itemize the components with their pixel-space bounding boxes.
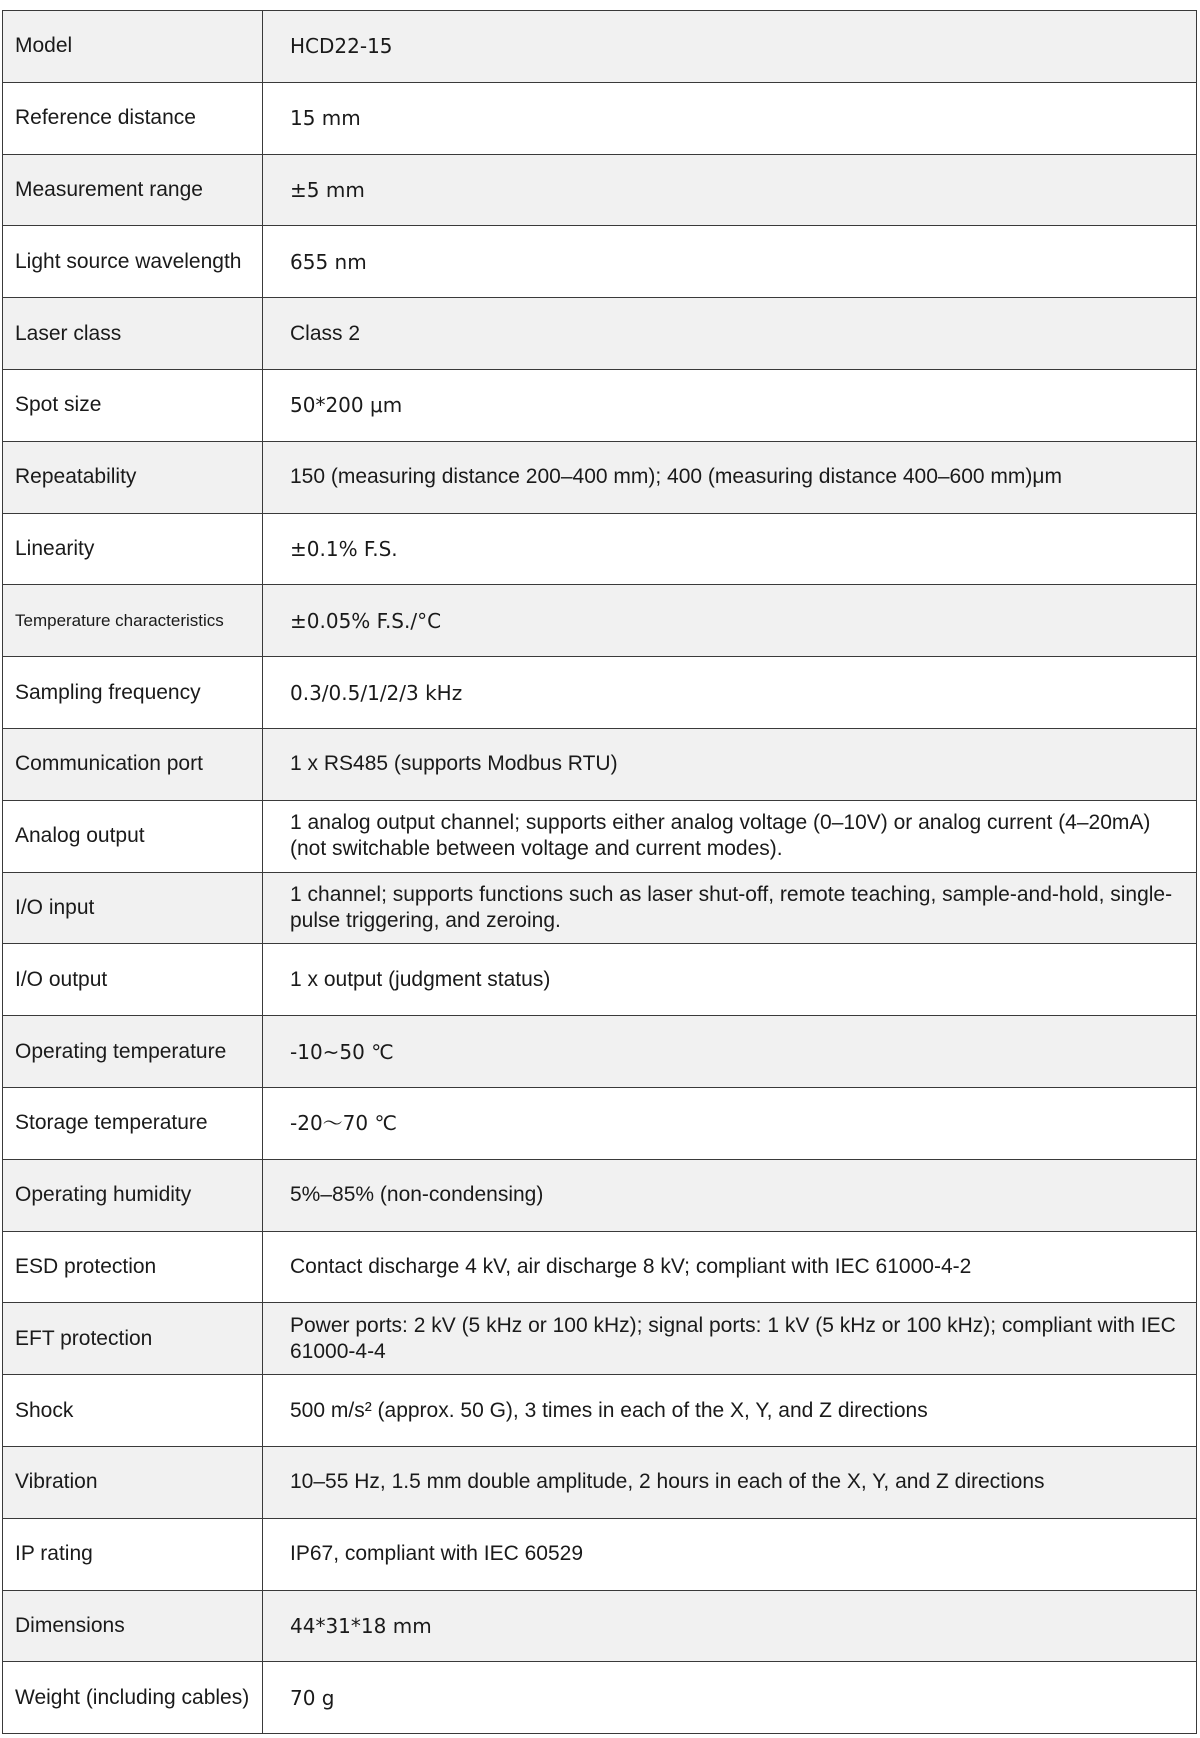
table-row [3, 226, 1197, 298]
spec-label: Spot size [3, 369, 263, 441]
spec-label: Linearity [3, 513, 263, 585]
spec-value: Class 2 [263, 298, 1197, 370]
spec-label: Weight (including cables) [3, 1662, 263, 1734]
table-row [3, 1518, 1197, 1590]
spec-value: Contact discharge 4 kV, air discharge 8 kV; compliant with IEC 61000-4-2 [263, 1231, 1197, 1303]
spec-value: 15 mm [263, 82, 1197, 154]
table-row [3, 1016, 1197, 1088]
table-row [3, 944, 1197, 1016]
spec-label: ESD protection [3, 1231, 263, 1303]
table-row [3, 728, 1197, 800]
spec-value: 1 analog output channel; supports either analog voltage (0–10V) or analog current (4–20mA) (not switchable between voltage and current modes). [263, 800, 1197, 872]
spec-value: 0.3/0.5/1/2/3 kHz [263, 657, 1197, 729]
table-row [3, 11, 1197, 83]
spec-value: 50*200 μm [263, 369, 1197, 441]
table-row [3, 1159, 1197, 1231]
table-row [3, 872, 1197, 944]
spec-value: 1 x output (judgment status) [263, 944, 1197, 1016]
spec-value: HCD22-15 [263, 11, 1197, 83]
table-row [3, 513, 1197, 585]
spec-value: IP67, compliant with IEC 60529 [263, 1518, 1197, 1590]
spec-value: Power ports: 2 kV (5 kHz or 100 kHz); signal ports: 1 kV (5 kHz or 100 kHz); compliant with IEC 61000-4-4 [263, 1303, 1197, 1375]
spec-value: 150 (measuring distance 200–400 mm); 400 (measuring distance 400–600 mm)μm [263, 441, 1197, 513]
spec-label: Light source wavelength [3, 226, 263, 298]
spec-label: Operating humidity [3, 1159, 263, 1231]
spec-value: -20～70 ℃ [263, 1087, 1197, 1159]
table-row [3, 585, 1197, 657]
table-row [3, 1375, 1197, 1447]
spec-label: Vibration [3, 1446, 263, 1518]
spec-label: Analog output [3, 800, 263, 872]
spec-value: 44*31*18 mm [263, 1590, 1197, 1662]
spec-label: Measurement range [3, 154, 263, 226]
spec-label: Storage temperature [3, 1087, 263, 1159]
spec-value: ±0.1% F.S. [263, 513, 1197, 585]
spec-value: 70 g [263, 1662, 1197, 1734]
table-row [3, 800, 1197, 872]
table-row [3, 1446, 1197, 1518]
spec-label: Communication port [3, 728, 263, 800]
spec-label: Temperature characteristics [3, 585, 263, 657]
spec-label: Dimensions [3, 1590, 263, 1662]
spec-value: ±5 mm [263, 154, 1197, 226]
spec-label: Repeatability [3, 441, 263, 513]
table-row [3, 1087, 1197, 1159]
spec-label: Laser class [3, 298, 263, 370]
table-row [3, 154, 1197, 226]
spec-label: I/O output [3, 944, 263, 1016]
spec-label: Operating temperature [3, 1016, 263, 1088]
table-row [3, 657, 1197, 729]
spec-label: EFT protection [3, 1303, 263, 1375]
table-row [3, 1590, 1197, 1662]
spec-value: ±0.05% F.S./°C [263, 585, 1197, 657]
table-row [3, 1231, 1197, 1303]
table-row [3, 441, 1197, 513]
spec-label: Sampling frequency [3, 657, 263, 729]
spec-value: 655 nm [263, 226, 1197, 298]
spec-value: 500 m/s² (approx. 50 G), 3 times in each of the X, Y, and Z directions [263, 1375, 1197, 1447]
spec-value: 1 channel; supports functions such as laser shut-off, remote teaching, sample-and-hold, single-pulse triggering, and zeroing. [263, 872, 1197, 944]
spec-value: 5%–85% (non-condensing) [263, 1159, 1197, 1231]
table-row [3, 369, 1197, 441]
spec-label: Model [3, 11, 263, 83]
table-row [3, 298, 1197, 370]
spec-label: Shock [3, 1375, 263, 1447]
spec-label: I/O input [3, 872, 263, 944]
table-row [3, 1303, 1197, 1375]
specification-table [2, 10, 1197, 1734]
spec-label: Reference distance [3, 82, 263, 154]
table-row [3, 82, 1197, 154]
spec-value: 10–55 Hz, 1.5 mm double amplitude, 2 hours in each of the X, Y, and Z directions [263, 1446, 1197, 1518]
spec-label: IP rating [3, 1518, 263, 1590]
spec-value: 1 x RS485 (supports Modbus RTU) [263, 728, 1197, 800]
spec-value: -10~50 ℃ [263, 1016, 1197, 1088]
table-row [3, 1662, 1197, 1734]
